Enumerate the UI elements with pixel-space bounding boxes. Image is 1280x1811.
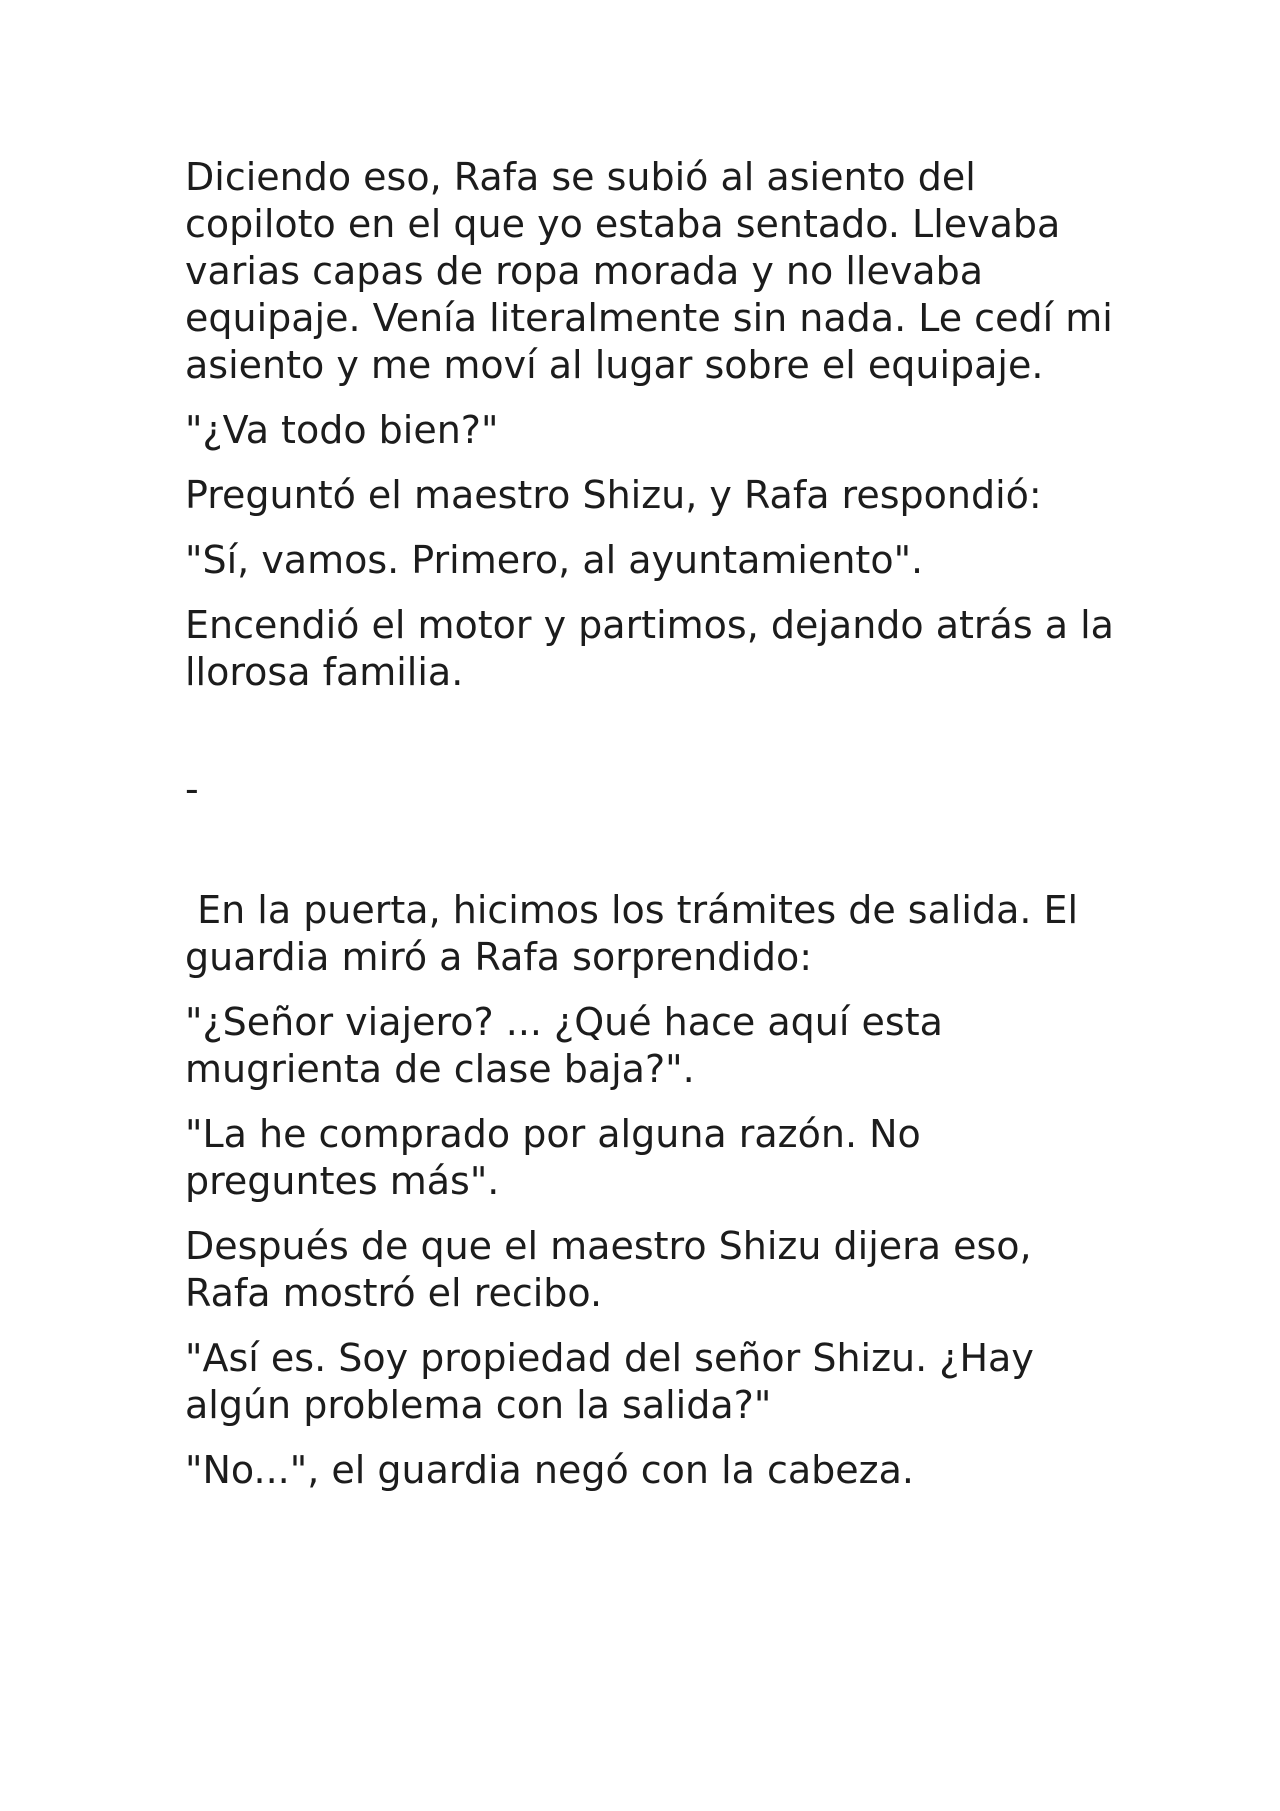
paragraph: "Así es. Soy propiedad del señor Shizu. ¿Hay algún problema con la salida?" [185, 1336, 1034, 1427]
text-column [185, 154, 1120, 1512]
paragraph: "Sí, vamos. Primero, al ayuntamiento". [185, 538, 924, 582]
section-break: - [185, 767, 199, 811]
paragraph: "La he comprado por alguna razón. No preguntes más". [185, 1112, 921, 1203]
paragraph: "No...", el guardia negó con la cabeza. [185, 1448, 914, 1492]
paragraph: Después de que el maestro Shizu dijera eso, Rafa mostró el recibo. [185, 1224, 1032, 1315]
paragraph: Preguntó el maestro Shizu, y Rafa respondió: [185, 473, 1042, 517]
paragraph: Encendió el motor y partimos, dejando atrás a la llorosa familia. [185, 603, 1114, 694]
paragraph: En la puerta, hicimos los trámites de salida. El guardia miró a Rafa sorprendido: [185, 888, 1091, 979]
paragraph: Diciendo eso, Rafa se subió al asiento del copiloto en el que yo estaba sentado. Llevaba varias capas de ropa morada y no llevaba equipaje. Venía literalmente sin nada. Le cedí mi asiento y me moví al lugar sobre el equipaje. [185, 155, 1113, 387]
paragraph: "¿Señor viajero? ... ¿Qué hace aquí esta mugrienta de clase baja?". [185, 1000, 943, 1091]
paragraph: "¿Va todo bien?" [185, 408, 499, 452]
